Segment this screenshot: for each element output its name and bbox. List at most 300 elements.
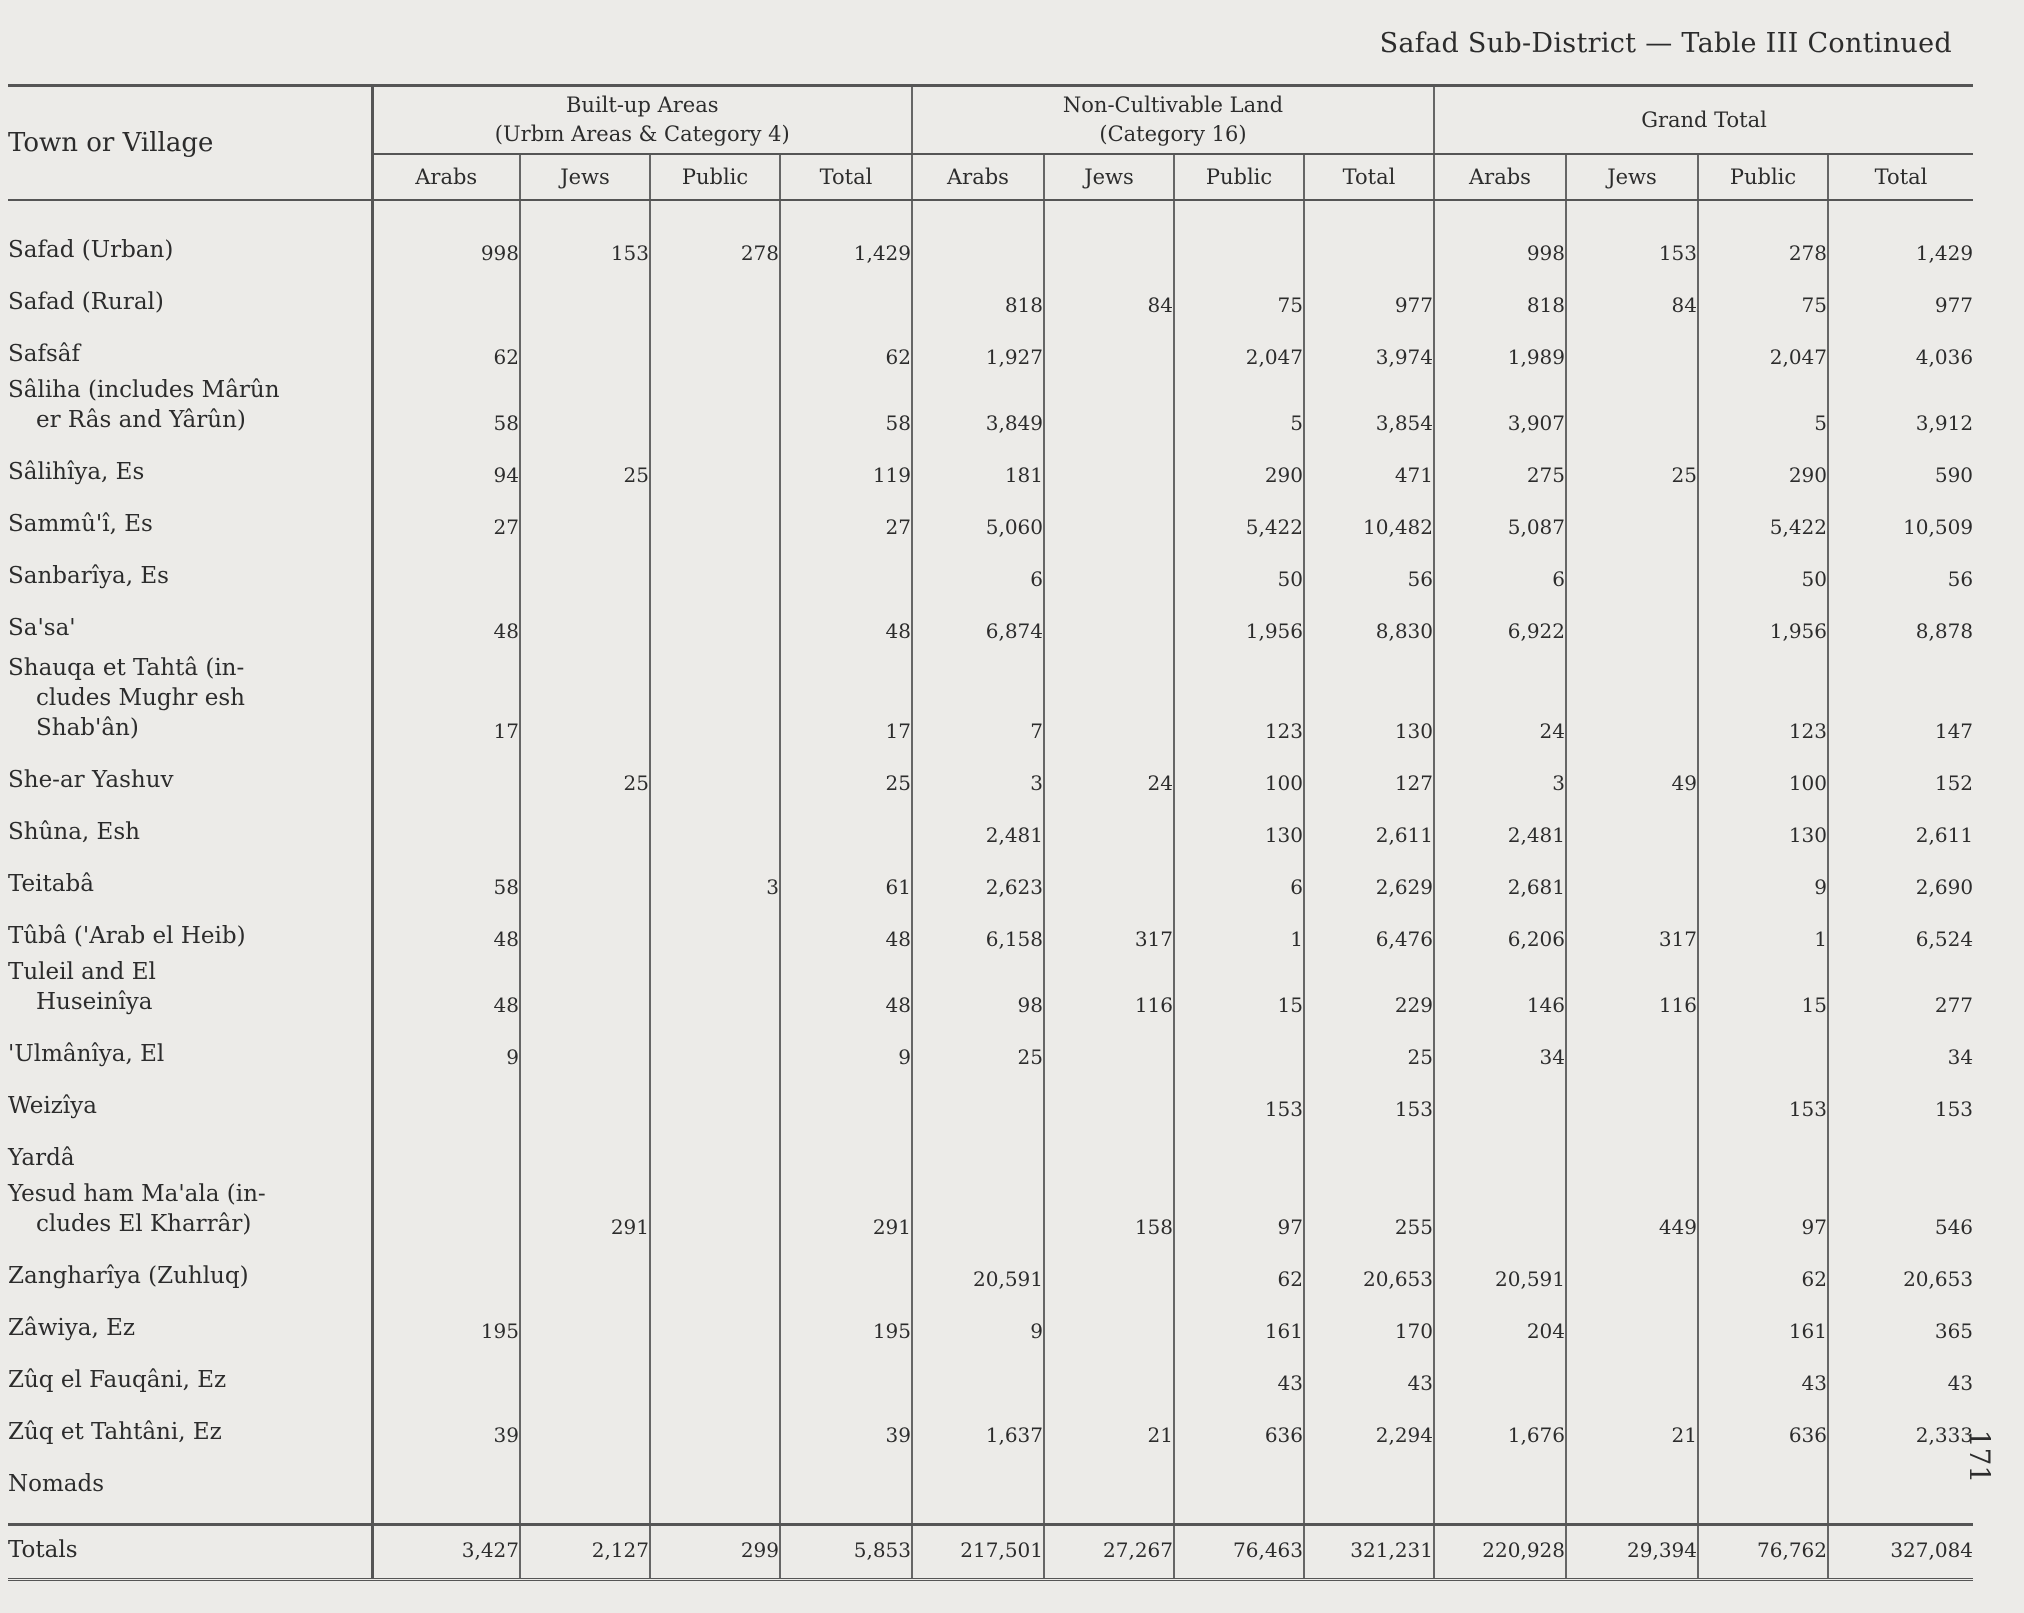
cell-built-total [780,1073,912,1125]
cell-built-total: 291 [780,1177,912,1243]
cell-built-jews [520,1399,650,1451]
cell-built-total: 9 [780,1021,912,1073]
cell-noncult-total: 130 [1304,647,1434,747]
cell-noncult-public: 5 [1174,373,1304,439]
cell-noncult-jews [1044,1347,1174,1399]
cell-noncult-public: 130 [1174,799,1304,851]
cell-noncult-jews [1044,491,1174,543]
cell-noncult-total: 471 [1304,439,1434,491]
cell-noncult-jews: 27,267 [1044,1525,1174,1580]
town-name-line: Tûbâ ('Arab el Heib) [8,923,246,949]
town-name-line: cludes El Kharrâr) [36,1211,252,1237]
town-name [8,747,372,799]
cell-built-arabs [372,543,520,595]
cell-built-total: 195 [780,1295,912,1347]
cell-built-public [650,747,780,799]
cell-noncult-public: 6 [1174,851,1304,903]
cell-built-public: 278 [650,200,780,269]
cell-grand-arabs: 3 [1434,747,1566,799]
cell-grand-arabs: 6 [1434,543,1566,595]
cell-noncult-total: 127 [1304,747,1434,799]
cell-built-jews: 291 [520,1177,650,1243]
cell-grand-public [1698,1021,1828,1073]
table-row [8,1125,1973,1177]
cell-grand-total: 2,611 [1828,799,1973,851]
cell-grand-jews: 29,394 [1566,1525,1698,1580]
cell-grand-jews [1566,799,1698,851]
table-row [8,747,1973,799]
spacer-row [8,1503,1973,1525]
cell-grand-public: 1 [1698,903,1828,955]
town-name-line: Sammû'î, Es [8,511,153,537]
cell-built-jews: 25 [520,747,650,799]
cell-built-public [650,1073,780,1125]
cell-built-jews [520,595,650,647]
cell-built-arabs [372,1177,520,1243]
town-name-line: Nomads [8,1471,105,1497]
cell-grand-total: 147 [1828,647,1973,747]
town-name [8,1021,372,1073]
cell-grand-total: 327,084 [1828,1525,1973,1580]
cell-noncult-total: 25 [1304,1021,1434,1073]
cell-grand-total: 3,912 [1828,373,1973,439]
cell-noncult-public [1174,1451,1304,1503]
cell-built-public: 299 [650,1525,780,1580]
cell-built-public [650,903,780,955]
cell-grand-jews [1566,851,1698,903]
cell-grand-jews [1566,1243,1698,1295]
cell-noncult-jews [1044,1451,1174,1503]
cell-noncult-arabs [912,1451,1044,1503]
cell-grand-public: 2,047 [1698,321,1828,373]
spacer-cell [650,1503,780,1525]
cell-noncult-total: 2,294 [1304,1399,1434,1451]
cell-built-arabs [372,1125,520,1177]
cell-built-arabs: 998 [372,200,520,269]
town-name [8,595,372,647]
cell-grand-jews [1566,1295,1698,1347]
cell-noncult-jews [1044,647,1174,747]
cell-grand-total: 546 [1828,1177,1973,1243]
col-grand-public: Public [1698,154,1828,200]
cell-noncult-public: 43 [1174,1347,1304,1399]
cell-noncult-public [1174,200,1304,269]
spacer-cell [8,1503,372,1525]
col-noncult-total: Total [1304,154,1434,200]
cell-noncult-public: 123 [1174,647,1304,747]
cell-grand-jews [1566,1073,1698,1125]
cell-built-total [780,1243,912,1295]
town-name [8,1243,372,1295]
cell-grand-total: 277 [1828,955,1973,1021]
cell-noncult-public: 636 [1174,1399,1304,1451]
town-name-line: Safsâf [8,341,81,367]
cell-noncult-total: 229 [1304,955,1434,1021]
cell-grand-jews: 21 [1566,1399,1698,1451]
cell-noncult-arabs: 7 [912,647,1044,747]
table-row [8,647,1973,747]
cell-noncult-public: 97 [1174,1177,1304,1243]
cell-grand-arabs: 6,922 [1434,595,1566,647]
town-name-line: Sanbarîya, Es [8,563,169,589]
cell-grand-jews: 317 [1566,903,1698,955]
cell-built-arabs [372,1347,520,1399]
cell-built-total: 48 [780,955,912,1021]
cell-grand-arabs: 204 [1434,1295,1566,1347]
non-cultivable-subtitle: (Category 16) [1099,122,1247,146]
col-grand-total: Total [1828,154,1973,200]
cell-grand-jews [1566,647,1698,747]
cell-grand-public: 5 [1698,373,1828,439]
cell-built-total [780,1347,912,1399]
cell-grand-total [1828,1451,1973,1503]
cell-noncult-public: 1,956 [1174,595,1304,647]
cell-grand-public: 161 [1698,1295,1828,1347]
town-name [8,647,372,747]
cell-built-total: 27 [780,491,912,543]
cell-built-arabs: 17 [372,647,520,747]
cell-built-total: 1,429 [780,200,912,269]
cell-noncult-jews [1044,373,1174,439]
cell-built-jews [520,1073,650,1125]
cell-built-arabs: 48 [372,903,520,955]
town-name [8,200,372,269]
col-noncult-arabs: Arabs [912,154,1044,200]
cell-noncult-total: 153 [1304,1073,1434,1125]
table-row [8,1073,1973,1125]
table-row [8,1399,1973,1451]
cell-noncult-arabs: 818 [912,269,1044,321]
cell-grand-total: 977 [1828,269,1973,321]
cell-grand-arabs: 2,481 [1434,799,1566,851]
cell-built-arabs: 9 [372,1021,520,1073]
cell-grand-total: 6,524 [1828,903,1973,955]
cell-noncult-total: 8,830 [1304,595,1434,647]
cell-noncult-total [1304,1451,1434,1503]
table-row [8,903,1973,955]
cell-grand-public: 50 [1698,543,1828,595]
cell-noncult-jews: 116 [1044,955,1174,1021]
page-number: 171 [1962,1429,1996,1484]
cell-built-total: 39 [780,1399,912,1451]
cell-built-public [650,1125,780,1177]
cell-grand-total [1828,1125,1973,1177]
cell-noncult-arabs: 3,849 [912,373,1044,439]
cell-built-jews [520,1295,650,1347]
cell-noncult-arabs: 6,158 [912,903,1044,955]
cell-noncult-jews: 84 [1044,269,1174,321]
cell-grand-arabs: 146 [1434,955,1566,1021]
cell-noncult-public: 5,422 [1174,491,1304,543]
cell-noncult-public [1174,1125,1304,1177]
spacer-cell [1698,1503,1828,1525]
cell-noncult-jews [1044,1243,1174,1295]
cell-grand-jews [1566,595,1698,647]
cell-noncult-arabs [912,1177,1044,1243]
cell-noncult-total: 2,629 [1304,851,1434,903]
table-row [8,543,1973,595]
cell-built-jews [520,1347,650,1399]
cell-built-arabs: 62 [372,321,520,373]
cell-grand-jews: 84 [1566,269,1698,321]
cell-built-total: 61 [780,851,912,903]
cell-built-jews [520,851,650,903]
table-row [8,799,1973,851]
town-name-line: Tuleil and El [8,959,156,985]
cell-noncult-public: 153 [1174,1073,1304,1125]
cell-built-public [650,491,780,543]
cell-noncult-public: 15 [1174,955,1304,1021]
cell-noncult-public: 2,047 [1174,321,1304,373]
cell-built-jews: 2,127 [520,1525,650,1580]
town-name [8,1399,372,1451]
table-row [8,1347,1973,1399]
town-column-header: Town or Village [8,86,372,201]
cell-grand-public: 15 [1698,955,1828,1021]
town-name [8,1347,372,1399]
cell-built-total [780,799,912,851]
cell-grand-public [1698,1451,1828,1503]
cell-built-public [650,955,780,1021]
statistics-table [8,84,1973,1581]
cell-grand-jews [1566,491,1698,543]
town-name-line: Sâlihîya, Es [8,459,145,485]
cell-built-total: 25 [780,747,912,799]
cell-built-arabs: 48 [372,595,520,647]
cell-grand-public: 62 [1698,1243,1828,1295]
cell-noncult-jews: 24 [1044,747,1174,799]
cell-noncult-total: 6,476 [1304,903,1434,955]
cell-grand-public: 153 [1698,1073,1828,1125]
town-name-line: 'Ulmânîya, El [8,1041,165,1067]
cell-grand-public: 97 [1698,1177,1828,1243]
cell-noncult-jews [1044,543,1174,595]
town-name-line: Shûna, Esh [8,819,140,845]
cell-noncult-jews [1044,1021,1174,1073]
cell-noncult-total: 3,974 [1304,321,1434,373]
town-name-line: Shauqa et Tahtâ (in- [8,655,245,681]
table-body [8,200,1973,1580]
cell-grand-arabs [1434,1177,1566,1243]
cell-grand-arabs: 3,907 [1434,373,1566,439]
cell-grand-jews [1566,373,1698,439]
cell-built-jews: 25 [520,439,650,491]
cell-grand-public: 290 [1698,439,1828,491]
cell-built-total: 48 [780,595,912,647]
col-built-total: Total [780,154,912,200]
cell-noncult-public: 62 [1174,1243,1304,1295]
cell-built-jews [520,1021,650,1073]
cell-grand-total: 8,878 [1828,595,1973,647]
cell-built-total: 48 [780,903,912,955]
col-built-public: Public [650,154,780,200]
cell-noncult-jews [1044,1295,1174,1347]
cell-grand-arabs: 998 [1434,200,1566,269]
cell-noncult-arabs: 1,637 [912,1399,1044,1451]
cell-grand-arabs [1434,1125,1566,1177]
cell-built-public [650,595,780,647]
cell-grand-arabs: 2,681 [1434,851,1566,903]
cell-noncult-jews [1044,595,1174,647]
cell-noncult-total: 170 [1304,1295,1434,1347]
cell-noncult-total: 20,653 [1304,1243,1434,1295]
cell-built-total: 58 [780,373,912,439]
spacer-cell [1434,1503,1566,1525]
cell-grand-arabs: 1,676 [1434,1399,1566,1451]
town-name-line: She-ar Yashuv [8,767,174,793]
table-row [8,321,1973,373]
table-row [8,595,1973,647]
cell-grand-public: 278 [1698,200,1828,269]
town-name [8,543,372,595]
cell-noncult-total: 321,231 [1304,1525,1434,1580]
town-name-line: Weizîya [8,1093,97,1119]
cell-built-total [780,269,912,321]
town-name-line: Safad (Rural) [8,289,164,315]
cell-noncult-public [1174,1021,1304,1073]
cell-noncult-jews [1044,1073,1174,1125]
cell-grand-jews: 25 [1566,439,1698,491]
table-row [8,1021,1973,1073]
cell-built-public [650,321,780,373]
cell-noncult-public: 50 [1174,543,1304,595]
cell-grand-jews [1566,1021,1698,1073]
table-row [8,1243,1973,1295]
town-name [8,851,372,903]
spacer-cell [1174,1503,1304,1525]
cell-grand-total: 2,690 [1828,851,1973,903]
cell-built-public [650,1347,780,1399]
cell-grand-public [1698,1125,1828,1177]
cell-grand-arabs: 20,591 [1434,1243,1566,1295]
cell-grand-total: 10,509 [1828,491,1973,543]
cell-grand-public: 636 [1698,1399,1828,1451]
cell-built-jews [520,1243,650,1295]
cell-grand-jews [1566,321,1698,373]
table-row [8,439,1973,491]
cell-built-arabs [372,1243,520,1295]
cell-grand-jews [1566,1451,1698,1503]
cell-built-jews [520,903,650,955]
cell-built-total: 62 [780,321,912,373]
cell-built-public [650,799,780,851]
cell-noncult-arabs [912,1073,1044,1125]
cell-built-arabs: 195 [372,1295,520,1347]
cell-noncult-total [1304,1125,1434,1177]
cell-noncult-public: 161 [1174,1295,1304,1347]
cell-noncult-arabs [912,1125,1044,1177]
non-cultivable-header [912,86,1434,155]
cell-grand-arabs: 24 [1434,647,1566,747]
col-built-jews: Jews [520,154,650,200]
cell-noncult-jews [1044,321,1174,373]
cell-noncult-arabs: 25 [912,1021,1044,1073]
town-name-line: Sâliha (includes Mârûn [8,377,280,403]
cell-built-arabs [372,747,520,799]
town-name [8,491,372,543]
cell-noncult-arabs: 2,623 [912,851,1044,903]
town-name-line: Sa'sa' [8,615,76,641]
cell-noncult-arabs: 6 [912,543,1044,595]
cell-grand-arabs [1434,1073,1566,1125]
cell-grand-public: 130 [1698,799,1828,851]
table-row [8,1451,1973,1503]
totals-label [8,1525,372,1580]
table-row [8,851,1973,903]
cell-grand-total: 2,333 [1828,1399,1973,1451]
cell-built-arabs: 27 [372,491,520,543]
cell-noncult-total: 10,482 [1304,491,1434,543]
cell-noncult-arabs: 6,874 [912,595,1044,647]
cell-built-public [650,1021,780,1073]
cell-grand-public: 75 [1698,269,1828,321]
town-name-line: cludes Mughr esh [36,685,245,711]
cell-built-arabs: 48 [372,955,520,1021]
town-name-line: Shab'ân) [36,715,139,741]
town-name [8,955,372,1021]
spacer-cell [1566,1503,1698,1525]
cell-built-total [780,1451,912,1503]
spacer-cell [780,1503,912,1525]
cell-built-arabs [372,269,520,321]
cell-grand-arabs [1434,1347,1566,1399]
town-name [8,373,372,439]
page-header: Safad Sub-District — Table III Continued [1379,28,1952,59]
cell-grand-arabs: 6,206 [1434,903,1566,955]
cell-built-arabs [372,799,520,851]
cell-noncult-public: 100 [1174,747,1304,799]
town-name-line: Yesud ham Ma'ala (in- [8,1181,266,1207]
cell-grand-total: 34 [1828,1021,1973,1073]
cell-noncult-arabs: 1,927 [912,321,1044,373]
spacer-cell [912,1503,1044,1525]
spacer-cell [1044,1503,1174,1525]
cell-grand-public: 5,422 [1698,491,1828,543]
town-name [8,1295,372,1347]
cell-grand-arabs: 220,928 [1434,1525,1566,1580]
totals-label-text: Totals [8,1537,78,1563]
cell-grand-jews [1566,1125,1698,1177]
town-name [8,1073,372,1125]
table-row [8,955,1973,1021]
spacer-cell [1828,1503,1973,1525]
cell-built-arabs: 3,427 [372,1525,520,1580]
cell-noncult-arabs: 98 [912,955,1044,1021]
table-row [8,269,1973,321]
cell-noncult-arabs [912,1347,1044,1399]
cell-grand-arabs: 34 [1434,1021,1566,1073]
built-up-subtitle: (Urbɪn Areas & Category 4) [494,122,790,146]
col-noncult-public: Public [1174,154,1304,200]
cell-noncult-arabs: 2,481 [912,799,1044,851]
table-row [8,373,1973,439]
cell-noncult-jews [1044,799,1174,851]
cell-grand-arabs: 818 [1434,269,1566,321]
cell-built-arabs: 94 [372,439,520,491]
town-name [8,1125,372,1177]
cell-noncult-total: 977 [1304,269,1434,321]
cell-built-arabs: 58 [372,851,520,903]
town-name-line: Teitabâ [8,871,94,897]
cell-grand-public: 43 [1698,1347,1828,1399]
col-grand-arabs: Arabs [1434,154,1566,200]
cell-noncult-arabs: 3 [912,747,1044,799]
non-cultivable-title: Non-Cultivable Land [1062,93,1284,117]
cell-grand-arabs: 5,087 [1434,491,1566,543]
town-name-line: Huseinîya [36,989,153,1015]
cell-built-jews [520,491,650,543]
cell-grand-arabs: 275 [1434,439,1566,491]
